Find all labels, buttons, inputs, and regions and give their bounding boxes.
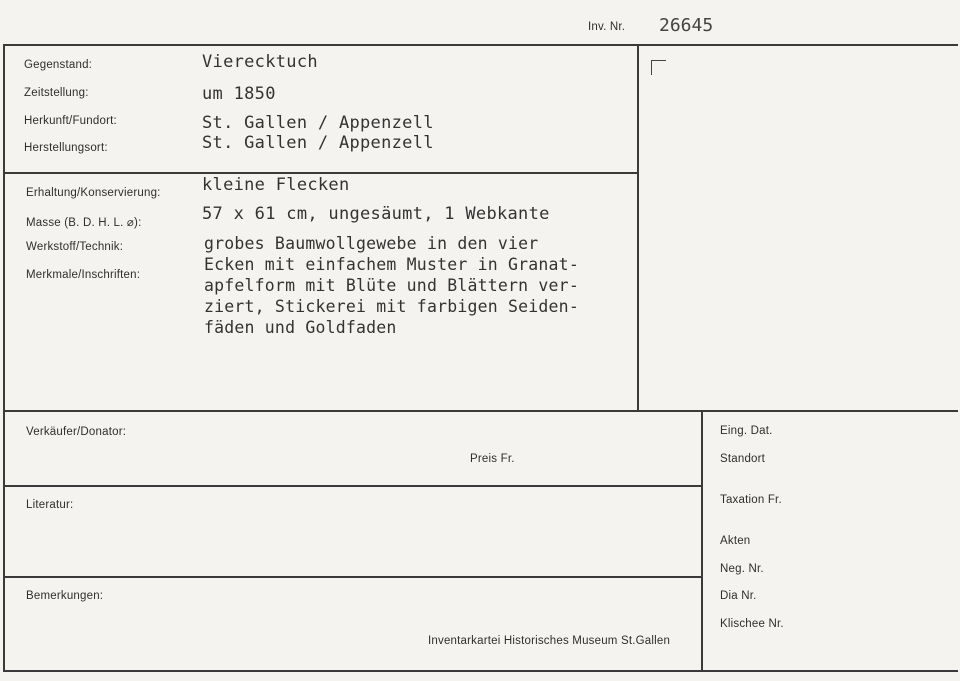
verkaeufer-label: Verkäufer/Donator: <box>26 426 127 438</box>
verkaeufer-bottom <box>3 485 701 487</box>
bemerkungen-label: Bemerkungen: <box>26 590 104 602</box>
dia-nr-label: Dia Nr. <box>720 590 757 602</box>
akten-label: Akten <box>720 535 751 547</box>
literatur-label: Literatur: <box>26 499 74 511</box>
masse-value: 57 x 61 cm, ungesäumt, 1 Webkante <box>202 204 550 224</box>
description-text: grobes Baumwollgewebe in den vier Ecken mit einfachem Muster in Granat- apfelform mit Blüte und Blättern ver- ziert, Stickerei mit farbigen Seiden- fäden und Goldfaden <box>204 234 579 337</box>
preis-label: Preis Fr. <box>470 453 515 465</box>
herkunft-value: St. Gallen / Appenzell <box>202 113 434 133</box>
erhaltung-label: Erhaltung/Konservierung: <box>26 187 161 199</box>
footer-text: Inventarkartei Historisches Museum St.Gallen <box>428 635 671 647</box>
neg-nr-label: Neg. Nr. <box>720 563 764 575</box>
herstellungsort-value: St. Gallen / Appenzell <box>202 133 434 153</box>
herstellungsort-label: Herstellungsort: <box>24 142 108 154</box>
literatur-bottom <box>3 576 701 578</box>
gegenstand-value: Vierecktuch <box>202 52 318 72</box>
masse-label: Masse (B. D. H. L. ⌀): <box>26 217 142 229</box>
block1-bottom <box>3 172 637 174</box>
erhaltung-value: kleine Flecken <box>202 175 350 195</box>
taxation-label: Taxation Fr. <box>720 494 782 506</box>
standort-label: Standort <box>720 453 766 465</box>
photo-corner-mark <box>651 60 666 75</box>
upper-vertical-divider <box>637 44 639 411</box>
zeitstellung-label: Zeitstellung: <box>24 87 89 99</box>
merkmale-label: Merkmale/Inschriften: <box>26 269 141 281</box>
herkunft-label: Herkunft/Fundort: <box>24 115 117 127</box>
bottom-border <box>3 670 958 672</box>
inv-number: 26645 <box>659 15 714 36</box>
lower-vertical-divider <box>701 410 703 671</box>
werkstoff-label: Werkstoff/Technik: <box>26 241 124 253</box>
gegenstand-label: Gegenstand: <box>24 59 93 71</box>
zeitstellung-value: um 1850 <box>202 84 276 104</box>
klischee-nr-label: Klischee Nr. <box>720 618 784 630</box>
eing-dat-label: Eing. Dat. <box>720 425 773 437</box>
middle-horizontal <box>3 410 958 412</box>
top-border <box>3 44 958 46</box>
inv-nr-label: Inv. Nr. <box>588 21 626 33</box>
